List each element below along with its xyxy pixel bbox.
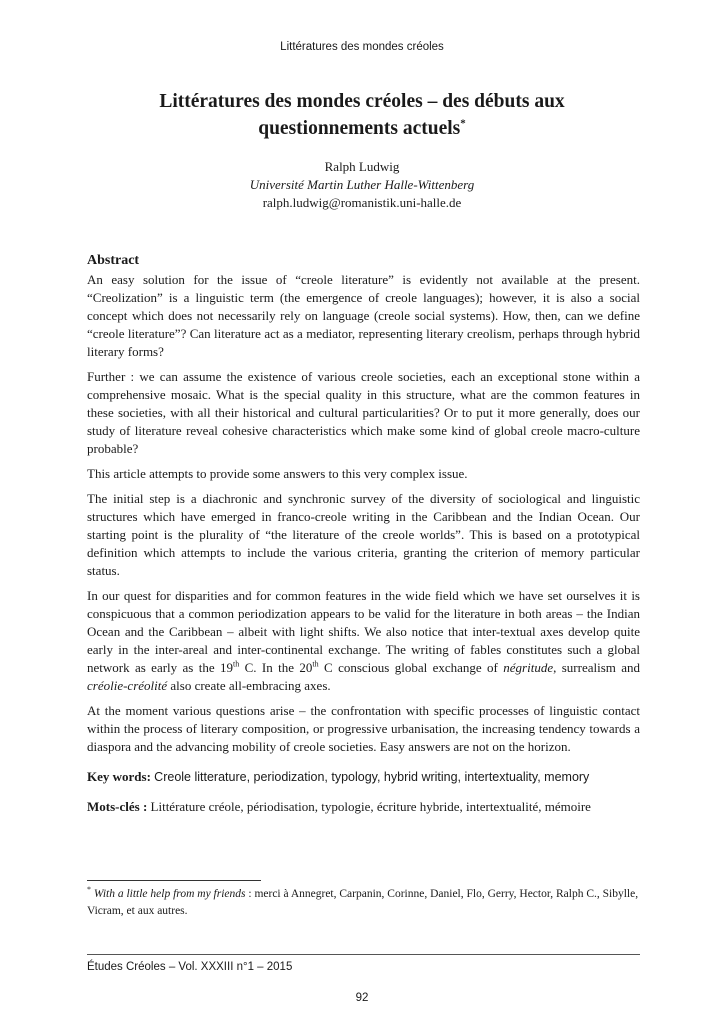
footnote-divider [87, 880, 261, 881]
p5-superscript-1: th [233, 659, 240, 669]
p5-text-a: In our quest for disparities and for common features in the wide field which we have set ourselves it is conspicuous that a common periodization appears to be valid for the literature in both areas – the Indian Ocean and the Caribbean – albeit with light shifts. We also notice that inter-textual axes develop quite early in the inter-areal and inter-continental exchange. The writing of fables constitutes such a global network as early as the 19 [87, 588, 640, 675]
abstract-paragraph-2: Further : we can assume the existence of various creole societies, each an exceptional stone within a comprehensive mosaic. What is the special quality in this structure, what are the common features in these societies, with all their historical and cultural particularities? Or to put it more generally, does our study of literature reveal cohesive characteristics which make some kind of global creole macro-culture probable? [87, 369, 640, 456]
keywords-english-text: Creole litterature, periodization, typology, hybrid writing, intertextuality, memory [154, 770, 590, 784]
p5-italic-creolie: créolie-créolité [87, 678, 168, 693]
keywords-french [87, 798, 640, 816]
p5-superscript-2: th [312, 659, 319, 669]
footnote-text: : merci à Annegret, Carpanin, Corinne, Daniel, Flo, Gerry, Hector, Ralph C., Sibylle, Vicram, et aux autres. [87, 888, 639, 917]
footnote [87, 886, 640, 920]
abstract-paragraph-3: This article attempts to provide some answers to this very complex issue. [87, 466, 468, 481]
keywords-english [87, 768, 640, 786]
author-email[interactable]: ralph.ludwig@romanistik.uni-halle.de [262, 195, 462, 210]
p5-italic-negritude: négritude [503, 660, 554, 675]
author-block [0, 158, 724, 212]
abstract-paragraph-6: At the moment various questions arise – the confrontation with specific processes of linguistic contact within the process of literary composition, or progressive urbanisation, the increasing tendency towards a diaspora and the advancing mobility of creole societies. Easy answers are not on the horizon. [87, 703, 640, 754]
author-affiliation: Université Martin Luther Halle-Wittenberg [249, 177, 475, 192]
p5-text-b: C. In the 20 [239, 660, 313, 675]
abstract-paragraph-1: An easy solution for the issue of “creole literature” is evidently not available at the present. “Creolization” is a linguistic term (the emergence of creole languages); however, it is also a social concept which does not necessarily rely on language (creole social systems). How, then, can we define “creole literature”? Can literature act as a mediator, representing literary creolism, perhaps through hybrid literary forms? [87, 272, 640, 359]
keywords-english-label: Key words: [87, 769, 151, 784]
page-number: 92 [355, 992, 369, 1004]
abstract-body [87, 271, 640, 763]
abstract-heading: Abstract [87, 253, 140, 268]
abstract-paragraph-4: The initial step is a diachronic and synchronic survey of the diversity of sociological and linguistic structures which have emerged in franco-creole writing in the Caribbean and the Indian Ocean. Our starting point is the plurality of “the literature of the creole worlds”. This is based on a prototypical definition which attempts to include the various criteria, granting the criterion of memory particular status. [87, 491, 640, 578]
title-footnote-marker[interactable]: * [460, 117, 466, 130]
title-line-2: questionnements actuels [258, 118, 461, 139]
keywords-french-text: Littérature créole, périodisation, typologie, écriture hybride, intertextualité, mémoire [150, 799, 591, 814]
footer-divider [87, 954, 640, 955]
p5-text-c: C conscious global exchange of [318, 660, 504, 675]
footer-journal: Études Créoles – Vol. XXXIII n°1 – 2015 [87, 961, 293, 973]
abstract-paragraph-5 [87, 587, 640, 695]
article-title [120, 88, 604, 142]
footnote-italic-text: With a little help from my friends [93, 888, 246, 900]
p5-text-e: also create all-embracing axes. [167, 678, 331, 693]
running-header: Littératures des mondes créoles [280, 41, 444, 53]
title-line-1: Littératures des mondes créoles – des débuts aux [159, 91, 565, 112]
footnote-marker: * [87, 885, 91, 895]
author-name: Ralph Ludwig [324, 159, 400, 174]
keywords-french-label: Mots-clés : [87, 799, 148, 814]
p5-text-d: , surrealism and [553, 660, 641, 675]
